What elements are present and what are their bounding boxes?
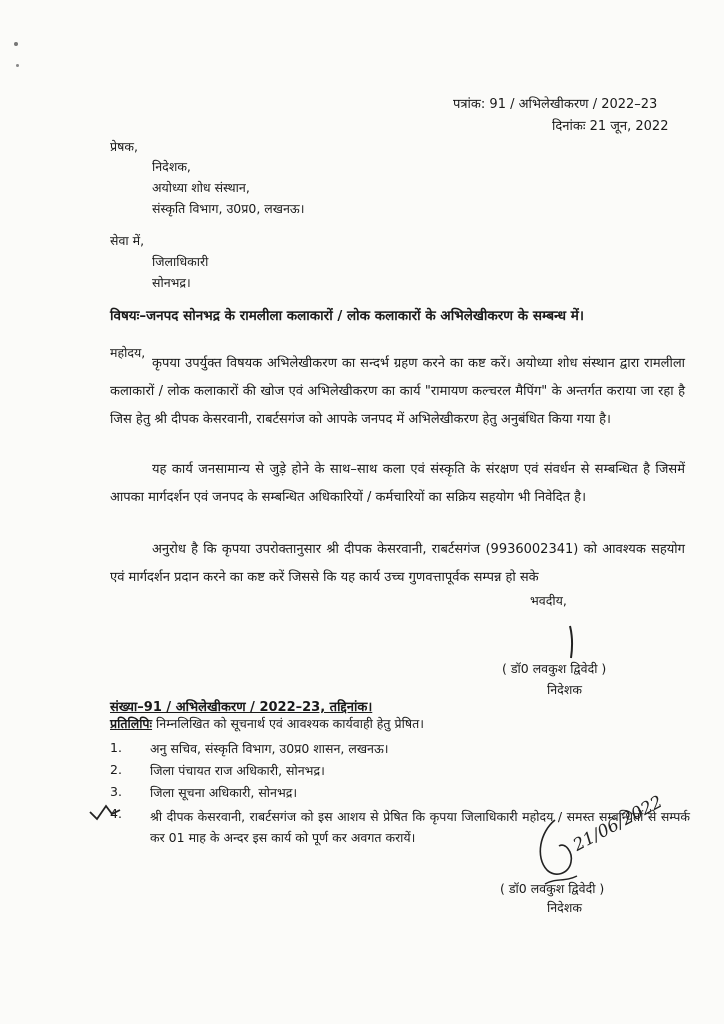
signatory-name: ( डॉ0 लवकुश द्विवेदी ) bbox=[500, 881, 605, 896]
letter-reference-number: पत्रांक: 91 / अभिलेखीकरण / 2022–23 bbox=[453, 97, 658, 112]
body-paragraph-text: यह कार्य जनसामान्य से जुड़े होने के साथ–साथ कला एवं संस्कृति के संरक्षण एवं संवर्धन से सम्बन्धित है जिसमें आपका मार्गदर्शन एवं जनपद के सम्बन्धित अधिकारियों / कर्मचारियों का सक्रिय सहयोग भी निवेदित है। bbox=[110, 462, 685, 505]
copy-intro-text: निम्नलिखित को सूचनार्थ एवं आवश्यक कार्यवाही हेतु प्रेषित। bbox=[152, 716, 424, 731]
copy-item-text: जिला पंचायत राज अधिकारी, सोनभद्र। bbox=[150, 763, 325, 778]
copy-number-line: संख्या–91 / अभिलेखीकरण / 2022–23, तद्दिनांक। bbox=[110, 700, 373, 715]
recipient-label: सेवा में, bbox=[110, 233, 145, 248]
sender-line: संस्कृति विभाग, उ0प्र0, लखनऊ। bbox=[152, 201, 305, 216]
closing: भवदीय, bbox=[530, 593, 567, 608]
copy-item-number: 3. bbox=[110, 784, 122, 799]
body-paragraph bbox=[110, 350, 685, 434]
sender-line: निदेशक, bbox=[152, 159, 191, 174]
sender-label: प्रेषक, bbox=[110, 139, 138, 154]
salutation: महोदय, bbox=[110, 345, 146, 360]
body-paragraph bbox=[110, 456, 685, 512]
copy-item-number: 1. bbox=[110, 740, 122, 755]
copy-item-text: श्री दीपक केसरवानी, राबर्टसगंज को इस आशय से प्रेषित कि कृपया जिलाधिकारी महोदय / समस्त सम्बन्धितों से सम्पर्क कर 01 माह के अन्दर इस कार्य को पूर्ण कर अवगत करायें। bbox=[150, 809, 690, 845]
tick-mark-icon bbox=[88, 800, 122, 822]
recipient-line: सोनभद्र। bbox=[152, 275, 191, 290]
signatory-designation: निदेशक bbox=[547, 682, 582, 697]
body-paragraph-text: कृपया उपर्युक्त विषयक अभिलेखीकरण का सन्दर्भ ग्रहण करने का कष्ट करें। अयोध्या शोध संस्थान द्वारा रामलीला कलाकारों / लोक कलाकारों की खोज एवं अभिलेखीकरण का कार्य "रामायण कल्चरल मैपिंग" के अन्तर्गत कराया जा रहा है जिस हेतु श्री दीपक केसरवानी, राबर्टसगंज को आपके जनपद में अभिलेखीकरण हेतु अनुबंधित किया गया है। bbox=[110, 356, 685, 427]
sender-line: अयोध्या शोध संस्थान, bbox=[152, 180, 250, 195]
copy-intro-label: प्रतिलिपिः bbox=[110, 716, 153, 731]
signatory-name: ( डॉ0 लवकुश द्विवेदी ) bbox=[502, 661, 607, 676]
copy-item-number: 4. bbox=[110, 806, 122, 821]
copy-intro bbox=[110, 715, 424, 732]
signatory-designation: निदेशक bbox=[547, 900, 582, 915]
copy-item-text: जिला सूचना अधिकारी, सोनभद्र। bbox=[150, 785, 298, 800]
subject-line: विषयः–जनपद सोनभद्र के रामलीला कलाकारों / लोक कलाकारों के अभिलेखीकरण के सम्बन्ध में। bbox=[110, 308, 584, 324]
scan-speck bbox=[16, 64, 19, 67]
body-paragraph bbox=[110, 536, 685, 592]
letter-date: दिनांकः 21 जून, 2022 bbox=[552, 119, 669, 134]
copy-item-number: 2. bbox=[110, 762, 122, 777]
handwritten-date: 21/06/2022 bbox=[570, 791, 666, 856]
body-paragraph-text: अनुरोध है कि कृपया उपरोक्तानुसार श्री दीपक केसरवानी, राबर्टसगंज (9936002341) को आवश्यक सहयोग एवं मार्गदर्शन प्रदान करने का कष्ट करें जिससे कि यह कार्य उच्च गुणवत्तापूर्वक सम्पन्न हो सके bbox=[110, 542, 685, 585]
scan-speck bbox=[14, 42, 18, 46]
copy-item-text: अनु सचिव, संस्कृति विभाग, उ0प्र0 शासन, लखनऊ। bbox=[150, 741, 389, 756]
signature-mark bbox=[560, 624, 580, 660]
recipient-line: जिलाधिकारी bbox=[152, 254, 209, 269]
